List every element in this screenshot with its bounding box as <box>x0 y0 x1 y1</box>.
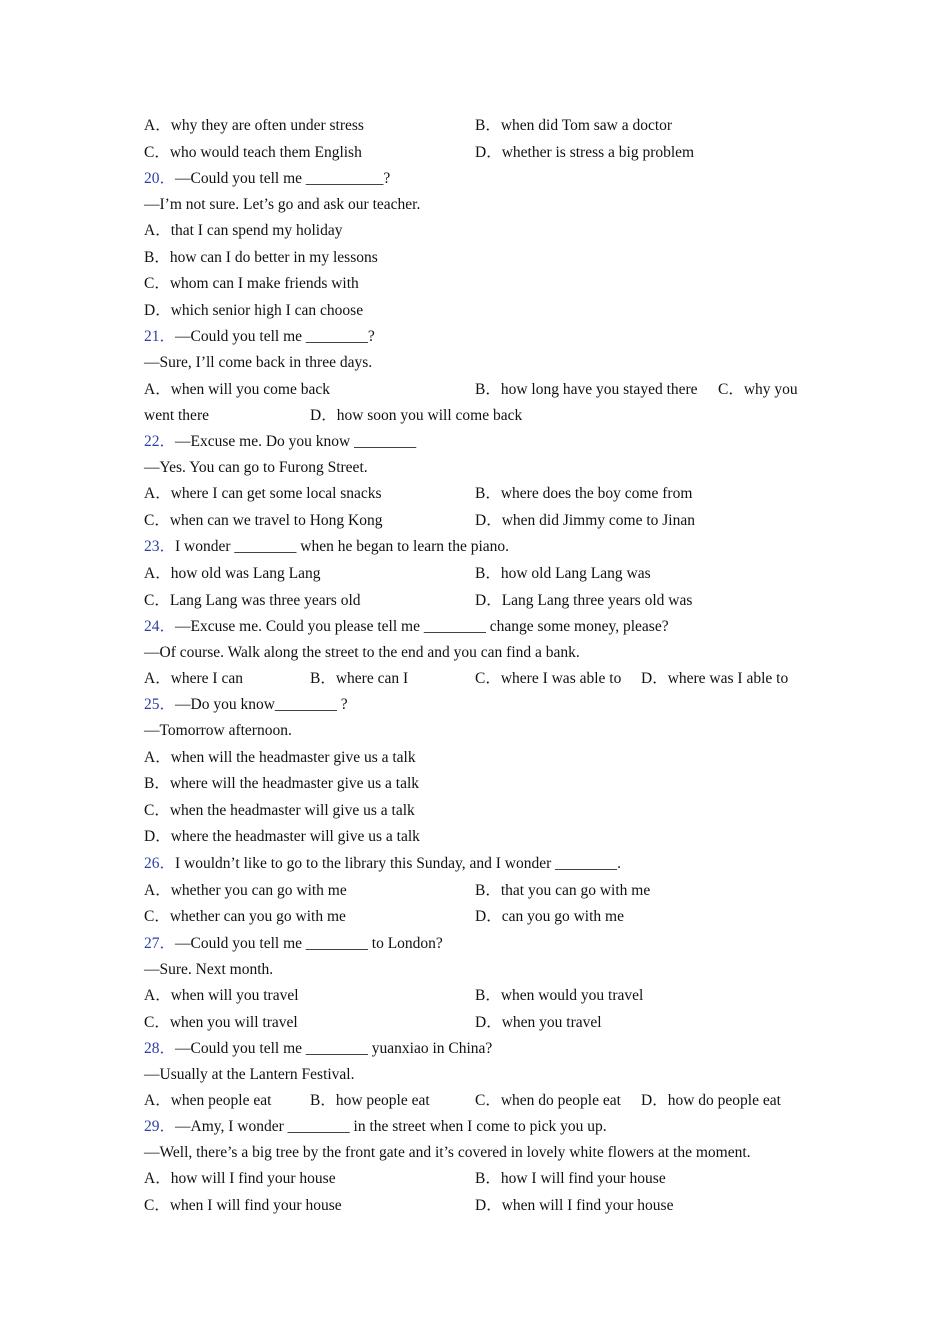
option-d: D．when you travel <box>475 1014 602 1031</box>
option-b: B．where can I <box>310 670 409 687</box>
question-stem: —Amy, I wonder ________ in the street when I come to pick you up. <box>175 1118 607 1135</box>
option-b: B．how long have you stayed there <box>475 381 698 398</box>
question-22 <box>144 432 416 452</box>
option-a: A．that I can spend my holiday <box>144 222 343 239</box>
question-stem: —Could you tell me ________ yuanxiao in China? <box>175 1040 493 1057</box>
option-a: A．where I can <box>144 670 243 687</box>
option-d: D．where the headmaster will give us a talk <box>144 828 420 845</box>
question-stem: —Excuse me. Could you please tell me ________ change some money, please? <box>175 618 669 635</box>
option-c: C．why you <box>718 381 798 398</box>
option-d: D．how soon you will come back <box>310 407 523 424</box>
question-reply: —Of course. Walk along the street to the end and you can find a bank. <box>144 644 580 661</box>
option-c: C．when you will travel <box>144 1014 298 1031</box>
option-c: C．when the headmaster will give us a talk <box>144 802 415 819</box>
question-number: 28． <box>144 1040 176 1057</box>
option-c: C．who would teach them English <box>144 144 362 161</box>
question-27 <box>144 934 443 954</box>
option-b: B．that you can go with me <box>475 882 651 899</box>
question-26 <box>144 854 621 874</box>
option-d: D．which senior high I can choose <box>144 302 364 319</box>
option-b: B．when would you travel <box>475 987 644 1004</box>
option-a: A．how old was Lang Lang <box>144 565 321 582</box>
question-20 <box>144 169 390 189</box>
option-c: C．Lang Lang was three years old <box>144 592 361 609</box>
option-d: D．how do people eat <box>641 1092 781 1109</box>
option-c: C．where I was able to <box>475 670 622 687</box>
question-number: 27． <box>144 935 176 952</box>
option-d: D．Lang Lang three years old was <box>475 592 693 609</box>
option-b: B．when did Tom saw a doctor <box>475 117 673 134</box>
question-stem: —Do you know________ ? <box>175 696 348 713</box>
question-stem: —Could you tell me ________? <box>175 328 375 345</box>
option-b: B．how people eat <box>310 1092 430 1109</box>
question-number: 26． <box>144 855 176 872</box>
option-a: A．when will the headmaster give us a talk <box>144 749 416 766</box>
question-21 <box>144 327 375 347</box>
question-reply: —Tomorrow afternoon. <box>144 722 292 739</box>
question-stem: I wonder ________ when he began to learn the piano. <box>175 538 510 555</box>
option-b: B．where does the boy come from <box>475 485 693 502</box>
question-reply: —Usually at the Lantern Festival. <box>144 1066 355 1083</box>
question-29 <box>144 1117 607 1137</box>
question-24 <box>144 617 669 637</box>
option-c: C．when do people eat <box>475 1092 621 1109</box>
option-a: A．why they are often under stress <box>144 117 364 134</box>
option-d: D．whether is stress a big problem <box>475 144 695 161</box>
option-c: C．when I will find your house <box>144 1197 342 1214</box>
question-reply: —Sure. Next month. <box>144 961 274 978</box>
option-b: B．how I will find your house <box>475 1170 666 1187</box>
question-stem: —Could you tell me ________ to London? <box>175 935 443 952</box>
option-c: C．when can we travel to Hong Kong <box>144 512 383 529</box>
question-number: 22． <box>144 433 176 450</box>
question-number: 20． <box>144 170 176 187</box>
option-a: A．whether you can go with me <box>144 882 347 899</box>
option-c-continued: went there <box>144 407 209 424</box>
option-a: A．when people eat <box>144 1092 272 1109</box>
question-reply: —Yes. You can go to Furong Street. <box>144 459 368 476</box>
option-d: D．can you go with me <box>475 908 624 925</box>
question-number: 25． <box>144 696 176 713</box>
question-stem: I wouldn’t like to go to the library this Sunday, and I wonder ________. <box>175 855 622 872</box>
option-a: A．how will I find your house <box>144 1170 336 1187</box>
question-number: 24． <box>144 618 176 635</box>
option-d: D．when did Jimmy come to Jinan <box>475 512 695 529</box>
question-reply: —Sure, I’ll come back in three days. <box>144 354 373 371</box>
question-25 <box>144 695 348 715</box>
question-number: 21． <box>144 328 176 345</box>
option-d: D．where was I able to <box>641 670 789 687</box>
option-d: D．when will I find your house <box>475 1197 674 1214</box>
option-c: C．whether can you go with me <box>144 908 346 925</box>
question-28 <box>144 1039 492 1059</box>
option-b: B．where will the headmaster give us a talk <box>144 775 420 792</box>
question-23 <box>144 537 509 557</box>
option-a: A．where I can get some local snacks <box>144 485 382 502</box>
question-number: 29． <box>144 1118 176 1135</box>
option-a: A．when will you come back <box>144 381 330 398</box>
question-stem: —Excuse me. Do you know ________ <box>175 433 417 450</box>
question-number: 23． <box>144 538 176 555</box>
question-reply: —Well, there’s a big tree by the front gate and it’s covered in lovely white flowers at the moment. <box>144 1144 751 1161</box>
option-c: C．whom can I make friends with <box>144 275 359 292</box>
option-a: A．when will you travel <box>144 987 299 1004</box>
question-reply: —I’m not sure. Let’s go and ask our teacher. <box>144 196 421 213</box>
question-stem: —Could you tell me __________? <box>175 170 391 187</box>
option-b: B．how old Lang Lang was <box>475 565 651 582</box>
option-b: B．how can I do better in my lessons <box>144 249 378 266</box>
